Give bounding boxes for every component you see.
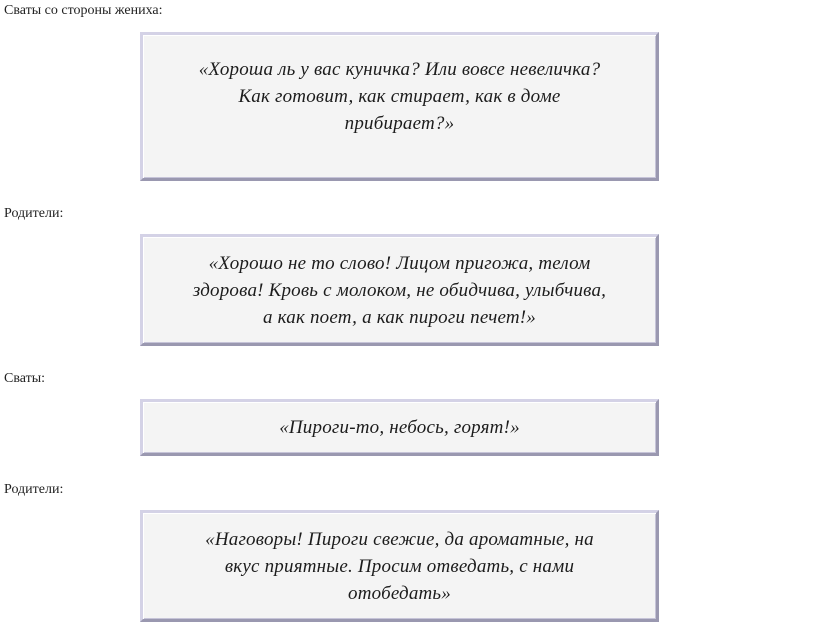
- speaker-label-4: Родители:: [4, 482, 64, 497]
- quote-box-4: [140, 510, 659, 622]
- quote-box-1: [140, 32, 659, 181]
- quote-text-4: «Наговоры! Пироги свежие, да ароматные, на вкус приятные. Просим отведать, с нами отобедать»: [205, 528, 594, 604]
- quote-box-3: [140, 399, 659, 456]
- quote-text-1: «Хороша ль у вас куничка? Или вовсе невеличка? Как готовит, как стирает, как в доме прибирает?»: [198, 59, 601, 134]
- quote-box-2: [140, 234, 659, 346]
- speaker-label-1: Сваты со стороны жениха:: [4, 3, 163, 18]
- speaker-label-3: Сваты:: [4, 371, 46, 386]
- quote-text-3: «Пироги-то, небось, горят!»: [279, 417, 520, 438]
- quote-text-2: «Хорошо не то слово! Лицом пригожа, телом здорова! Кровь с молоком, не обидчива, улыбчива, а как поет, а как пироги печет!»: [192, 252, 607, 328]
- speaker-label-2: Родители:: [4, 206, 64, 221]
